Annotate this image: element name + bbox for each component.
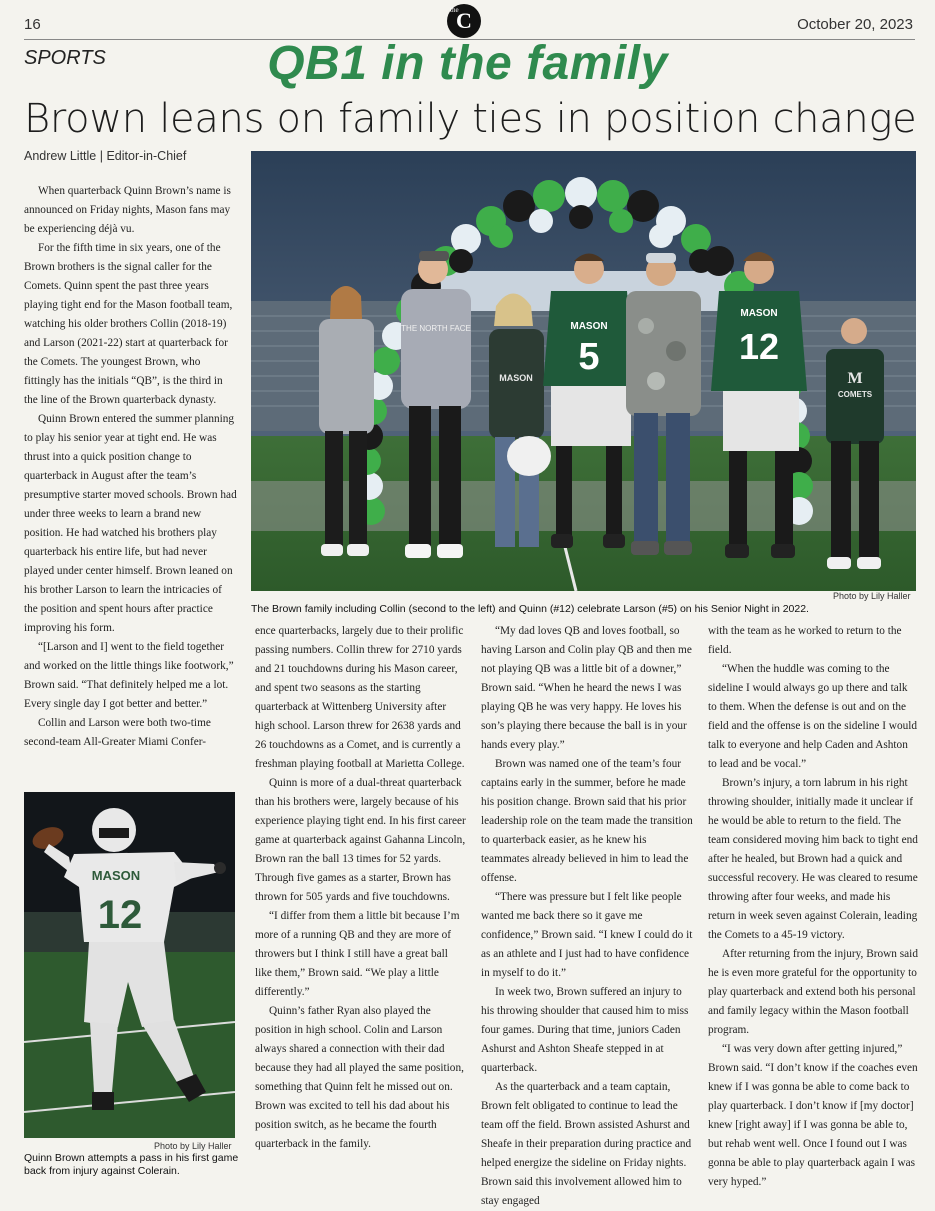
main-photo-caption: The Brown family including Collin (second to the left) and Quinn (#12) celebrate Larson (#5) on his Senior Night in 2022. bbox=[251, 603, 809, 615]
hoodie-text: THE NORTH FACE bbox=[401, 324, 471, 333]
main-photo-credit: Photo by Lily Haller bbox=[833, 591, 911, 601]
article-kicker: QB1 in the family bbox=[267, 37, 668, 90]
paragraph: For the fifth time in six years, one of the Brown brothers is the signal caller for the Comets. Quinn spent the past three years playing tight end for the Mason football team, watching his older brothers Collin (2018-19) and Larson (2021-22) start at quarterback for the Comets. The youngest Brown, who fittingly has the initials “QB”, is the third in the line of the Brown quarterback dynasty. bbox=[24, 242, 233, 406]
article-headline: Brown leans on family ties in position change bbox=[24, 96, 917, 142]
article-column-4 bbox=[708, 622, 918, 1192]
article-column-2 bbox=[255, 622, 467, 1154]
paragraph: When quarterback Quinn Brown’s name is announced on Friday nights, Mason fans may be experiencing déjà vu. bbox=[24, 185, 231, 235]
issue-date: October 20, 2023 bbox=[797, 16, 913, 33]
masthead-logo bbox=[447, 4, 481, 38]
kid-shirt-text: COMETS bbox=[837, 390, 873, 399]
logo-prefix: the bbox=[450, 6, 459, 14]
paragraph: Brown’s injury, a torn labrum in his right throwing shoulder, initially made it unclear if he would be able to return to the field. The team considered moving him back to tight end after he healed, but Brown had a quick and successful recovery. He was cleared to resume throwing after four weeks, and made his return in week seven against Colerain, leading the Comets to a 45-19 victory. bbox=[708, 777, 918, 941]
football-helmet bbox=[507, 436, 551, 476]
paragraph: “I differ from them a little bit because I’m more of a running QB and they are more of throwers but I think I still have a great ball like them,” Brown said. “We play a little differently.” bbox=[255, 910, 460, 998]
main-photo bbox=[251, 151, 916, 591]
side-photo bbox=[24, 792, 235, 1138]
main-photo-illustration bbox=[251, 151, 916, 591]
paragraph: ence quarterbacks, largely due to their prolific passing numbers. Collin threw for 2710 yards and 21 touchdowns during his Mason career, and spent two seasons as the starting quarterback at Wittenberg University after high school. Larson threw for 2638 yards and 26 touchdowns as a Comet, and is currently a freshman playing football at Marietta College. bbox=[255, 625, 465, 770]
jersey-5-number: 5 bbox=[578, 336, 600, 378]
paragraph: “When the huddle was coming to the sideline I would always go up there and talk to them. When the defense is out and on the field and the offense is on the sideline I would talk to everyone and help Caden and Ashton to lead and be vocal.” bbox=[708, 663, 918, 770]
paragraph: Quinn Brown entered the summer planning to play his senior year at tight end. He was thrust into a quick position change to quarterback in August after the team’s presumptive starter moved schools. Brown had under three weeks to learn a brand new position. He had watched his brothers play quarterback his entire life, but had never played under center himself. Brown leaned on his brother Larson to learn the intricacies of the position and spent hours after practice improving his form. bbox=[24, 413, 237, 634]
logo-letter: C bbox=[456, 8, 472, 33]
kid-shirt-letter: M bbox=[847, 370, 863, 387]
mom-shirt-text: MASON bbox=[499, 373, 533, 383]
paragraph: “There was pressure but I felt like people wanted me back there so it gave me confidence,” Brown said. “I knew I could do it as an athlete and I just had to have confidence in myself to do it.” bbox=[481, 891, 693, 979]
paragraph: Collin and Larson were both two-time second-team All-Greater Miami Confer- bbox=[24, 717, 211, 748]
jersey-5-text: MASON bbox=[570, 321, 608, 332]
side-photo-caption: Quinn Brown attempts a pass in his first game back from injury against Colerain. bbox=[24, 1152, 239, 1177]
page-number: 16 bbox=[24, 16, 41, 33]
paragraph: Brown was named one of the team’s four captains early in the summer, before he made his position change. Brown said that his prior leadership role on the team made the transition to quarterback easier, as he knew his teammates already believed in him to lead the offense. bbox=[481, 758, 693, 884]
side-jersey-text: MASON bbox=[91, 868, 141, 883]
article-column-1 bbox=[24, 182, 238, 752]
paragraph: After returning from the injury, Brown said he is even more grateful for the opportunity to play quarterback and extend both his personal and family legacy within the Mason football program. bbox=[708, 948, 918, 1036]
paragraph: “[Larson and I] went to the field together and worked on the little things like footwork,” Brown said. “That definitely helped me a lot. Every single day I got better and better.” bbox=[24, 641, 234, 710]
paragraph: “I was very down after getting injured,” Brown said. “I don’t know if the coaches even knew if I was gonna be able to come back to play quarterback. I don’t know if [my doctor] knew [right away] if I was gonna be able to, but rehab went well. Once I found out I was gonna be able to play quarterback again I was very hyped.” bbox=[708, 1043, 918, 1188]
section-label: SPORTS bbox=[24, 47, 106, 69]
paragraph: Quinn’s father Ryan also played the position in high school. Colin and Larson always shared a connection with their dad because they had all played the same position, something that Quinn felt he missed out on. Brown was excited to tell his dad about his position switch, as he became the fourth quarterback in the family. bbox=[255, 1005, 464, 1150]
article-column-3 bbox=[481, 622, 693, 1211]
paragraph: “My dad loves QB and loves football, so having Larson and Colin play QB and then me not playing QB was a little bit of a downer,” Brown said. “When he heard the news I was playing QB he was very happy. He loves his son’s playing there because the ball is in your hands every play.” bbox=[481, 625, 692, 751]
side-photo-credit: Photo by Lily Haller bbox=[154, 1141, 232, 1151]
side-photo-illustration bbox=[24, 792, 235, 1138]
paragraph: As the quarterback and a team captain, Brown felt obligated to continue to lead the team off the field. Brown assisted Ashurst and Sheafe in their preparation during practice and helped energize the sideline on Friday nights. Brown said this involvement allowed him to stay engaged bbox=[481, 1081, 692, 1207]
side-jersey-number: 12 bbox=[97, 893, 143, 937]
paragraph: Quinn is more of a dual-threat quarterback than his brothers were, largely because of his experience playing tight end. In his first career game at quarterback against Gahanna Lincoln, Brown ran the ball 13 times for 52 yards. Through five games as a starter, Brown has thrown for 505 yards and five touchdowns. bbox=[255, 777, 466, 903]
paragraph: In week two, Brown suffered an injury to his throwing shoulder that caused him to miss four games. During that time, juniors Caden Ashurst and Ashton Sheafe stepped in at quarterback. bbox=[481, 986, 689, 1074]
jersey-12-text: MASON bbox=[740, 308, 778, 319]
paragraph: with the team as he worked to return to the field. bbox=[708, 625, 902, 656]
article-byline: Andrew Little | Editor-in-Chief bbox=[24, 149, 187, 163]
jersey-12-number: 12 bbox=[738, 326, 780, 367]
